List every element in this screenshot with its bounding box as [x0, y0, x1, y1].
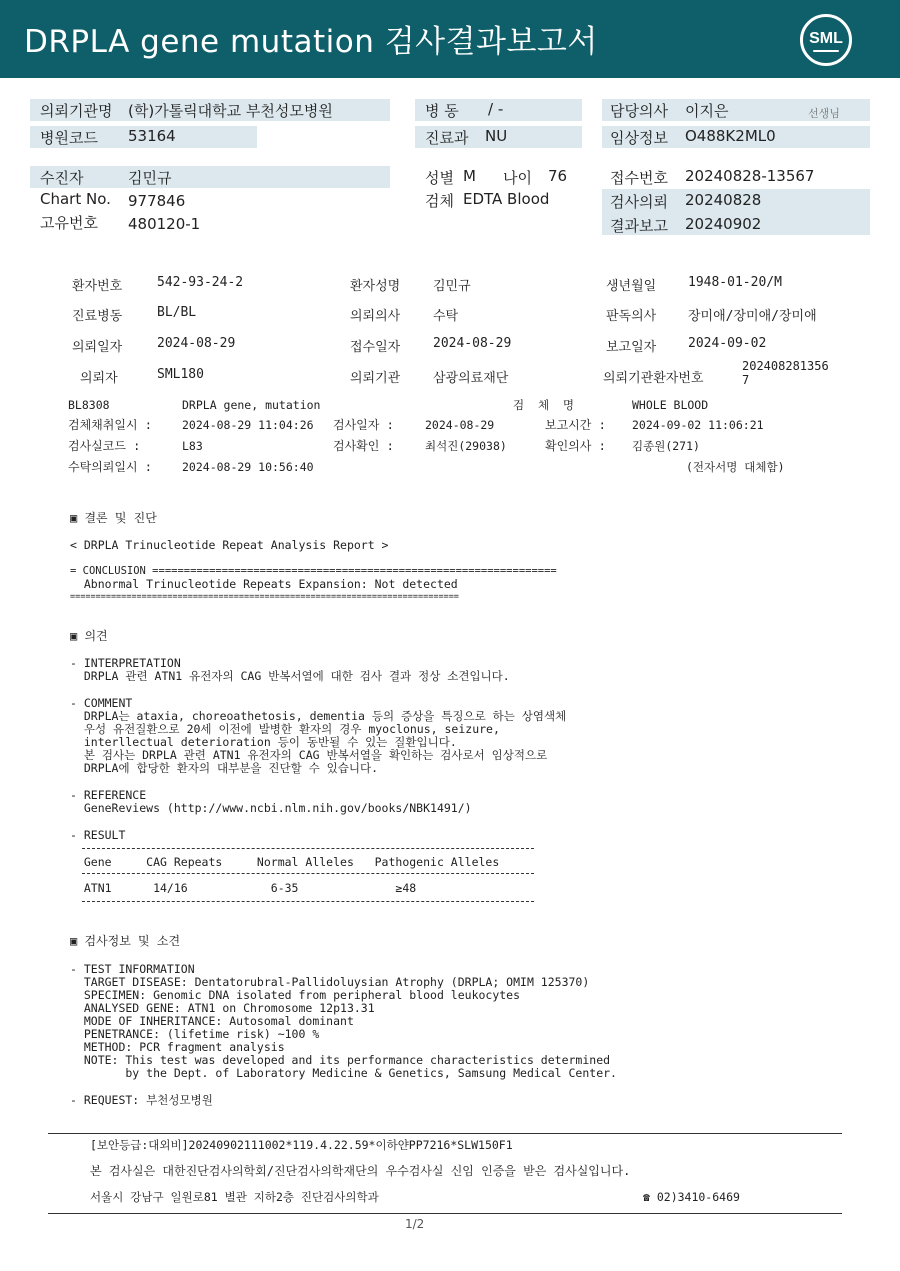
received-label: 수탁의뢰일시 : [68, 460, 153, 474]
conclusion-tail: ============================================================================ [70, 592, 459, 602]
hospital-label: 의뢰기관명 [40, 102, 113, 120]
specimen-label: 검체 [425, 192, 454, 210]
report-value: 20240902 [685, 215, 762, 233]
received-value: 2024-08-29 10:56:40 [182, 460, 314, 474]
interpretation-head: - INTERPRETATION [70, 656, 181, 670]
report-time-value: 2024-09-02 11:06:21 [632, 418, 764, 432]
report-label: 결과보고 [610, 217, 668, 235]
detail-value: 삼광의료재단 [433, 371, 509, 386]
test-name: DRPLA gene, mutation [182, 398, 321, 412]
detail-value-wrap: 7 [742, 373, 750, 387]
ward-value: / - [488, 100, 504, 118]
detail-value: 202408281356 [742, 359, 829, 373]
exam-date-label: 검사일자 : [333, 418, 394, 432]
section-conclusion-heading: ▣ 결론 및 진단 [70, 511, 157, 525]
result-row-atn1: ATN1 14/16 6-35 ≥48 [70, 881, 417, 895]
result-head: - RESULT [70, 828, 126, 842]
request-label: 검사의뢰 [610, 193, 668, 211]
detail-label: 생년월일 [606, 279, 657, 294]
result-columns: Gene CAG Repeats Normal Alleles Pathogenic Alleles [70, 855, 500, 869]
specimen-name-value: WHOLE BLOOD [632, 398, 709, 412]
detail-value: 2024-08-29 [433, 336, 512, 351]
lab-code-value: L83 [182, 439, 203, 453]
unique-label: 고유번호 [40, 214, 98, 232]
exam-date-value: 2024-08-29 [425, 418, 495, 432]
report-header [0, 0, 900, 78]
confirm-doctor-value: 김종원(271) [632, 439, 700, 453]
patient-label: 수진자 [40, 169, 84, 187]
certification-line: 본 검사실은 대한진단검사의학회/진단검사의학재단의 우수검사실 신임 인증을 받은 검사실입니다. [90, 1164, 631, 1178]
report-title: DRPLA gene mutation 검사결과보고서 [24, 24, 598, 60]
section-opinion-heading: ▣ 의견 [70, 629, 108, 643]
result-rule-bottom [82, 901, 534, 902]
collect-label: 검체채취일시 : [68, 418, 153, 432]
signature-note: (전자서명 대체함) [686, 460, 785, 474]
hospital-code-label: 병원코드 [40, 129, 98, 147]
logo-text: SML [809, 30, 843, 47]
detail-value: 장미애/장미애/장미애 [688, 309, 817, 324]
detail-label: 판독의사 [606, 309, 657, 324]
confirm-value: 최석진(29038) [425, 439, 507, 453]
testinfo-line: MODE OF INHERITANCE: Autosomal dominant [70, 1014, 354, 1028]
detail-label: 의뢰기관 [350, 371, 401, 386]
unique-value: 480120-1 [128, 215, 201, 233]
detail-value: BL/BL [157, 305, 197, 320]
reference-text: GeneReviews (http://www.ncbi.nlm.nih.gov/books/NBK1491/) [70, 801, 472, 815]
testinfo-line: by the Dept. of Laboratory Medicine & Genetics, Samsung Medical Center. [70, 1066, 617, 1080]
chart-label: Chart No. [40, 190, 111, 208]
sex-value: M [463, 167, 476, 185]
detail-label: 접수일자 [350, 340, 401, 355]
sml-logo [800, 14, 852, 66]
patient-value: 김민규 [128, 169, 172, 187]
detail-value: 2024-09-02 [688, 336, 767, 351]
detail-label: 보고일자 [606, 340, 657, 355]
specimen-name-label: 검 체 명 [513, 398, 575, 412]
receipt-no-value: 20240828-13567 [685, 167, 815, 185]
detail-label: 의뢰자 [80, 371, 118, 386]
doctor-suffix: 선생님 [808, 107, 840, 120]
comment-line: 우성 유전질환으로 20세 이전에 발병한 환자의 경우 myoclonus, seizure, [70, 722, 500, 736]
detail-value: 542-93-24-2 [157, 275, 244, 290]
result-rule-top [82, 848, 534, 849]
test-code: BL8308 [68, 398, 110, 412]
address-line: 서울시 강남구 일원로81 별관 지하2층 진단검사의학과 [90, 1190, 379, 1204]
phone-line: ☎ 02)3410-6469 [643, 1190, 740, 1204]
report-time-label: 보고시간 : [545, 418, 606, 432]
patient-bar [30, 166, 390, 188]
testinfo-head: - TEST INFORMATION [70, 962, 195, 976]
comment-line: DRPLA는 ataxia, choreoathetosis, dementia 등의 증상을 특징으로 하는 상염색체 [70, 709, 567, 723]
detail-value: 1948-01-20/M [688, 275, 782, 290]
result-rule-mid [82, 873, 534, 874]
lab-code-label: 검사실코드 : [68, 439, 141, 453]
page-number: 1/2 [405, 1217, 425, 1231]
logo-underline [813, 50, 839, 52]
request-value: 20240828 [685, 191, 762, 209]
detail-label: 의뢰일자 [72, 340, 123, 355]
ward-label: 병 동 [425, 102, 459, 120]
detail-label: 의뢰의사 [350, 309, 401, 324]
doctor-label: 담당의사 [610, 102, 668, 120]
testinfo-line: METHOD: PCR fragment analysis [70, 1040, 285, 1054]
detail-value: 수탁 [433, 309, 459, 324]
hospital-value: (학)가톨릭대학교 부천성모병원 [128, 102, 333, 120]
dept-value: NU [485, 127, 508, 145]
age-label: 나이 [503, 169, 532, 187]
footer-rule-bottom [48, 1213, 842, 1214]
clinical-value: O488K2ML0 [685, 127, 776, 145]
interpretation-text: DRPLA 관련 ATN1 유전자의 CAG 반복서열에 대한 검사 결과 정상 소견입니다. [70, 669, 510, 683]
request-line: - REQUEST: 부천성모병원 [70, 1093, 213, 1107]
detail-value: SML180 [157, 367, 204, 382]
conclusion-head: = CONCLUSION ================================================================ [70, 565, 557, 577]
detail-value: 2024-08-29 [157, 336, 236, 351]
detail-value: 김민규 [433, 279, 471, 294]
confirm-label: 검사확인 : [333, 439, 394, 453]
dept-label: 진료과 [425, 129, 469, 147]
testinfo-line: ANALYSED GENE: ATN1 on Chromosome 12p13.31 [70, 1001, 375, 1015]
detail-label: 환자번호 [72, 279, 123, 294]
testinfo-line: PENETRANCE: (lifetime risk) ~100 % [70, 1027, 320, 1041]
receipt-no-label: 접수번호 [610, 169, 668, 187]
testinfo-line: NOTE: This test was developed and its performance characteristics determined [70, 1053, 611, 1067]
conclusion-text: Abnormal Trinucleotide Repeats Expansion: Not detected [70, 577, 458, 591]
comment-line: interllectual deterioration 등이 동반될 수 있는 질환입니다. [70, 735, 457, 749]
age-value: 76 [548, 167, 568, 185]
collect-value: 2024-08-29 11:04:26 [182, 418, 314, 432]
comment-line: 본 검사는 DRPLA 관련 ATN1 유전자의 CAG 반복서열을 확인하는 검사로서 임상적으로 [70, 748, 548, 762]
hospital-code-value: 53164 [128, 127, 176, 145]
reference-head: - REFERENCE [70, 788, 147, 802]
confirm-doctor-label: 확인의사 : [545, 439, 606, 453]
footer-rule-top [48, 1133, 842, 1134]
report-title-line: < DRPLA Trinucleotide Repeat Analysis Report > [70, 538, 389, 552]
testinfo-line: SPECIMEN: Genomic DNA isolated from peripheral blood leukocytes [70, 988, 521, 1002]
sex-label: 성별 [425, 169, 454, 187]
detail-label: 환자성명 [350, 279, 401, 294]
detail-label: 진료병동 [72, 309, 123, 324]
specimen-value: EDTA Blood [463, 190, 550, 208]
detail-label: 의뢰기관환자번호 [603, 371, 704, 386]
comment-line: DRPLA에 합당한 환자의 대부분을 진단할 수 있습니다. [70, 761, 378, 775]
doctor-value: 이지은 [685, 102, 729, 120]
chart-value: 977846 [128, 192, 186, 210]
testinfo-line: TARGET DISEASE: Dentatorubral-Pallidoluysian Atrophy (DRPLA; OMIM 125370) [70, 975, 590, 989]
security-line: [보안등급:대외비]20240902111002*119.4.22.59*이하얀PP7216*SLW150F1 [90, 1138, 513, 1152]
clinical-label: 임상정보 [610, 129, 668, 147]
comment-head: - COMMENT [70, 696, 133, 710]
section-testinfo-heading: ▣ 검사정보 및 소견 [70, 934, 181, 948]
